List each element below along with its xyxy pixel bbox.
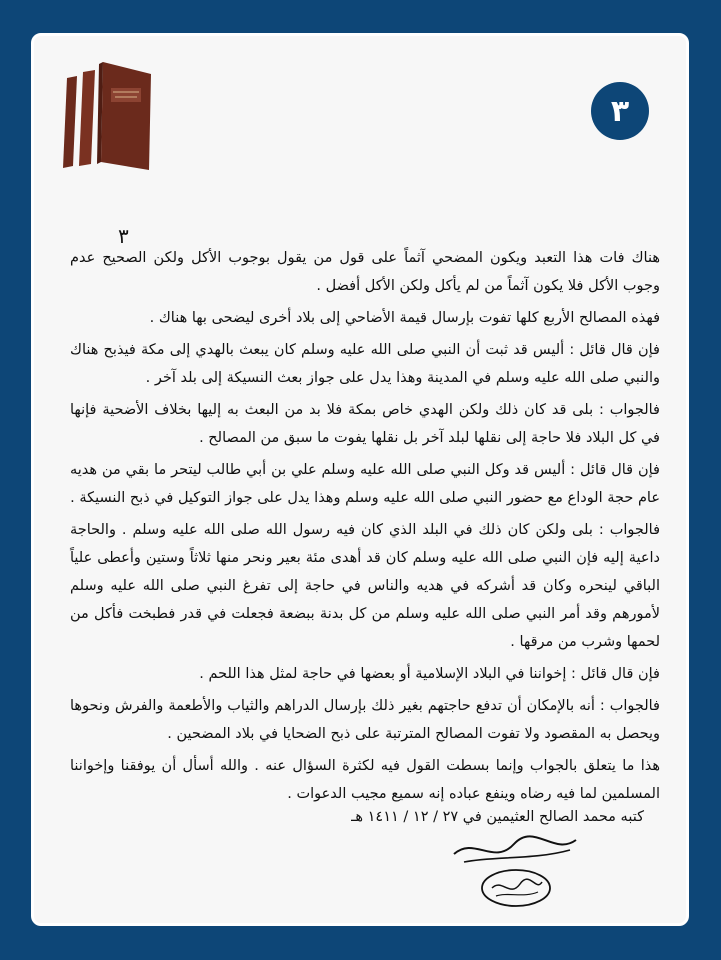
book-spine-back: [63, 76, 77, 168]
paragraph: فإن قال قائل : أليس قد ثبت أن النبي صلى الله عليه وسلم كان يبعث بالهدي إلى مكة فيذبح هناك والنبي صلى الله عليه وسلم في المدينة وهذا يدل على جواز بعث النسيكة إلى بلد آخر .: [70, 342, 660, 386]
paragraph: فإن قال قائل : أليس قد وكل النبي صلى الله عليه وسلم علي بن أبي طالب ليتحر ما بقي من هديه عام حجة الوداع مع حضور النبي صلى الله عليه وسلم وهذا يدل على جواز التوكيل في ذبح النسيكة .: [70, 462, 660, 506]
closing-line: كتبه محمد الصالح العثيمين في ٢٧ / ١٢ / ١٤١١ هـ: [351, 809, 644, 825]
books-logo: [59, 58, 159, 173]
paragraph: هذا ما يتعلق بالجواب وإنما بسطت القول فيه لكثرة السؤال عنه . والله أسأل أن يوفقنا وإخواننا المسلمين لما فيه رضاه وينفع عباده إنه سميع مجيب الدعوات .: [70, 758, 660, 802]
paragraph: فالجواب : أنه بالإمكان أن تدفع حاجتهم بغير ذلك بإرسال الدراهم والثياب والأطعمة والفرش ونحوها ويحصل به المقصود ولا تفوت المصالح المترتبة على ذبح الضحايا في بلاد المضحين .: [70, 698, 660, 742]
paragraph: فإن قال قائل : إخواننا في البلاد الإسلامية أو بعضها في حاجة لمثل هذا اللحم .: [199, 666, 660, 682]
paragraph: هناك فات هذا التعبد ويكون المضحي آثماً على قول من يقول بوجوب الأكل ولكن الصحيح عدم وجوب الأكل فلا يكون آثماً من لم يأكل ولكن الأكل أفضل .: [70, 250, 660, 294]
letter-body: [70, 244, 660, 812]
handwritten-page-number: ٣: [118, 224, 129, 248]
paragraph: فالجواب : بلى قد كان ذلك ولكن الهدي خاص بمكة فلا بد من البعث به إليها بخلاف الأضحية فإنها في كل البلاد فلا حاجة إلى نقلها لبلد آخر بل نقلها يفوت ما سبق من المصالح .: [70, 402, 660, 446]
paragraph: فالجواب : بلى ولكن كان ذلك في البلد الذي كان فيه رسول الله صلى الله عليه وسلم . والحاجة داعية إليه فإن النبي صلى الله عليه وسلم كان قد أهدى مئة بعير ونحر منها ثلاثاً وستين وأعطى علياً الباقي لينحره وكان قد أشركه في هديه والناس في حاجة إلى تفرغ النبي صلى الله عليه وسلم لأمورهم وقد أمر النبي صلى الله عليه وسلم من كل بدنة ببضعة فجعلت في قدر فطبخت فأكل من لحمها وشرب من مرقها .: [70, 522, 660, 650]
document-frame: [31, 33, 689, 926]
paragraph: فهذه المصالح الأربع كلها تفوت بإرسال قيمة الأضاحي إلى بلاد أخرى ليضحى بها هناك .: [149, 310, 660, 326]
signature-stamp: [444, 826, 584, 911]
book-title-plate: [111, 88, 141, 102]
page-number-badge: ٣: [591, 82, 649, 140]
book-front: [101, 62, 151, 170]
book-spine-middle: [79, 70, 95, 166]
